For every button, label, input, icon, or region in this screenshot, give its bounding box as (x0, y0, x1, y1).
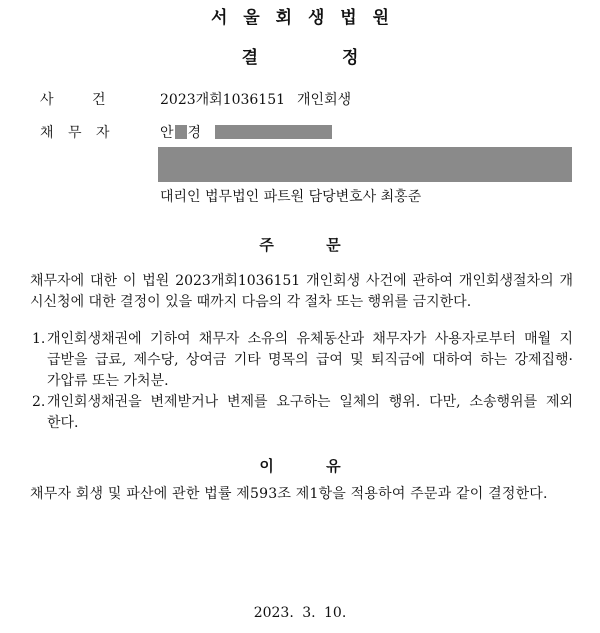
order-intro-line: 시신청에 대한 결정이 있을 때까지 다음의 각 절차 또는 행위를 금지한다. (30, 294, 472, 310)
case-type: 개인회생 (297, 92, 352, 108)
debtor-agent: 대리인 법무법인 파트원 담당변호사 최홍준 (160, 189, 422, 205)
order-item-line: 급받을 급료, 제수당, 상여금 기타 명목의 급여 및 퇴직금에 대하여 하는 강제집행· (47, 352, 573, 368)
debtor-name-first: 안 (160, 125, 174, 141)
order-heading: 주 문 (259, 236, 341, 254)
case-field (160, 92, 351, 109)
document-type: 결 정 (241, 48, 359, 68)
order-intro-line: 채무자에 대한 이 법원 2023개회1036151 개인회생 사건에 관하여 개인회생절차의 개 (30, 273, 573, 289)
order-item-line: 가압류 또는 가처분. (47, 373, 169, 389)
order-item-line: 개인회생채권을 변제받거나 변제를 요구하는 일체의 행위. 다만, 소송행위를 제외 (47, 394, 573, 410)
decision-date: 2023. 3. 10. (253, 605, 347, 621)
case-number: 2023개회1036151 (160, 92, 286, 108)
address-redaction-block (158, 147, 572, 182)
reason-heading: 이 유 (259, 457, 341, 475)
order-item-number: 2. (32, 394, 46, 410)
redaction-block (215, 125, 332, 139)
order-item-line: 개인회생채권에 기하여 채무자 소유의 유체동산과 채무자가 사용자로부터 매월 지 (47, 331, 573, 347)
debtor-name-last: 경 (187, 125, 202, 141)
redaction-block (175, 125, 187, 139)
order-item-number: 1. (32, 331, 46, 347)
court-name: 서 울 회 생 법 원 (210, 8, 390, 28)
order-item-line: 한다. (47, 415, 79, 431)
reason-text: 채무자 회생 및 파산에 관한 법률 제593조 제1항을 적용하여 주문과 같이 결정한다. (30, 486, 548, 502)
debtor-name (160, 125, 332, 142)
debtor-label: 채 무 자 (40, 125, 110, 141)
case-label: 사 건 (40, 92, 106, 108)
